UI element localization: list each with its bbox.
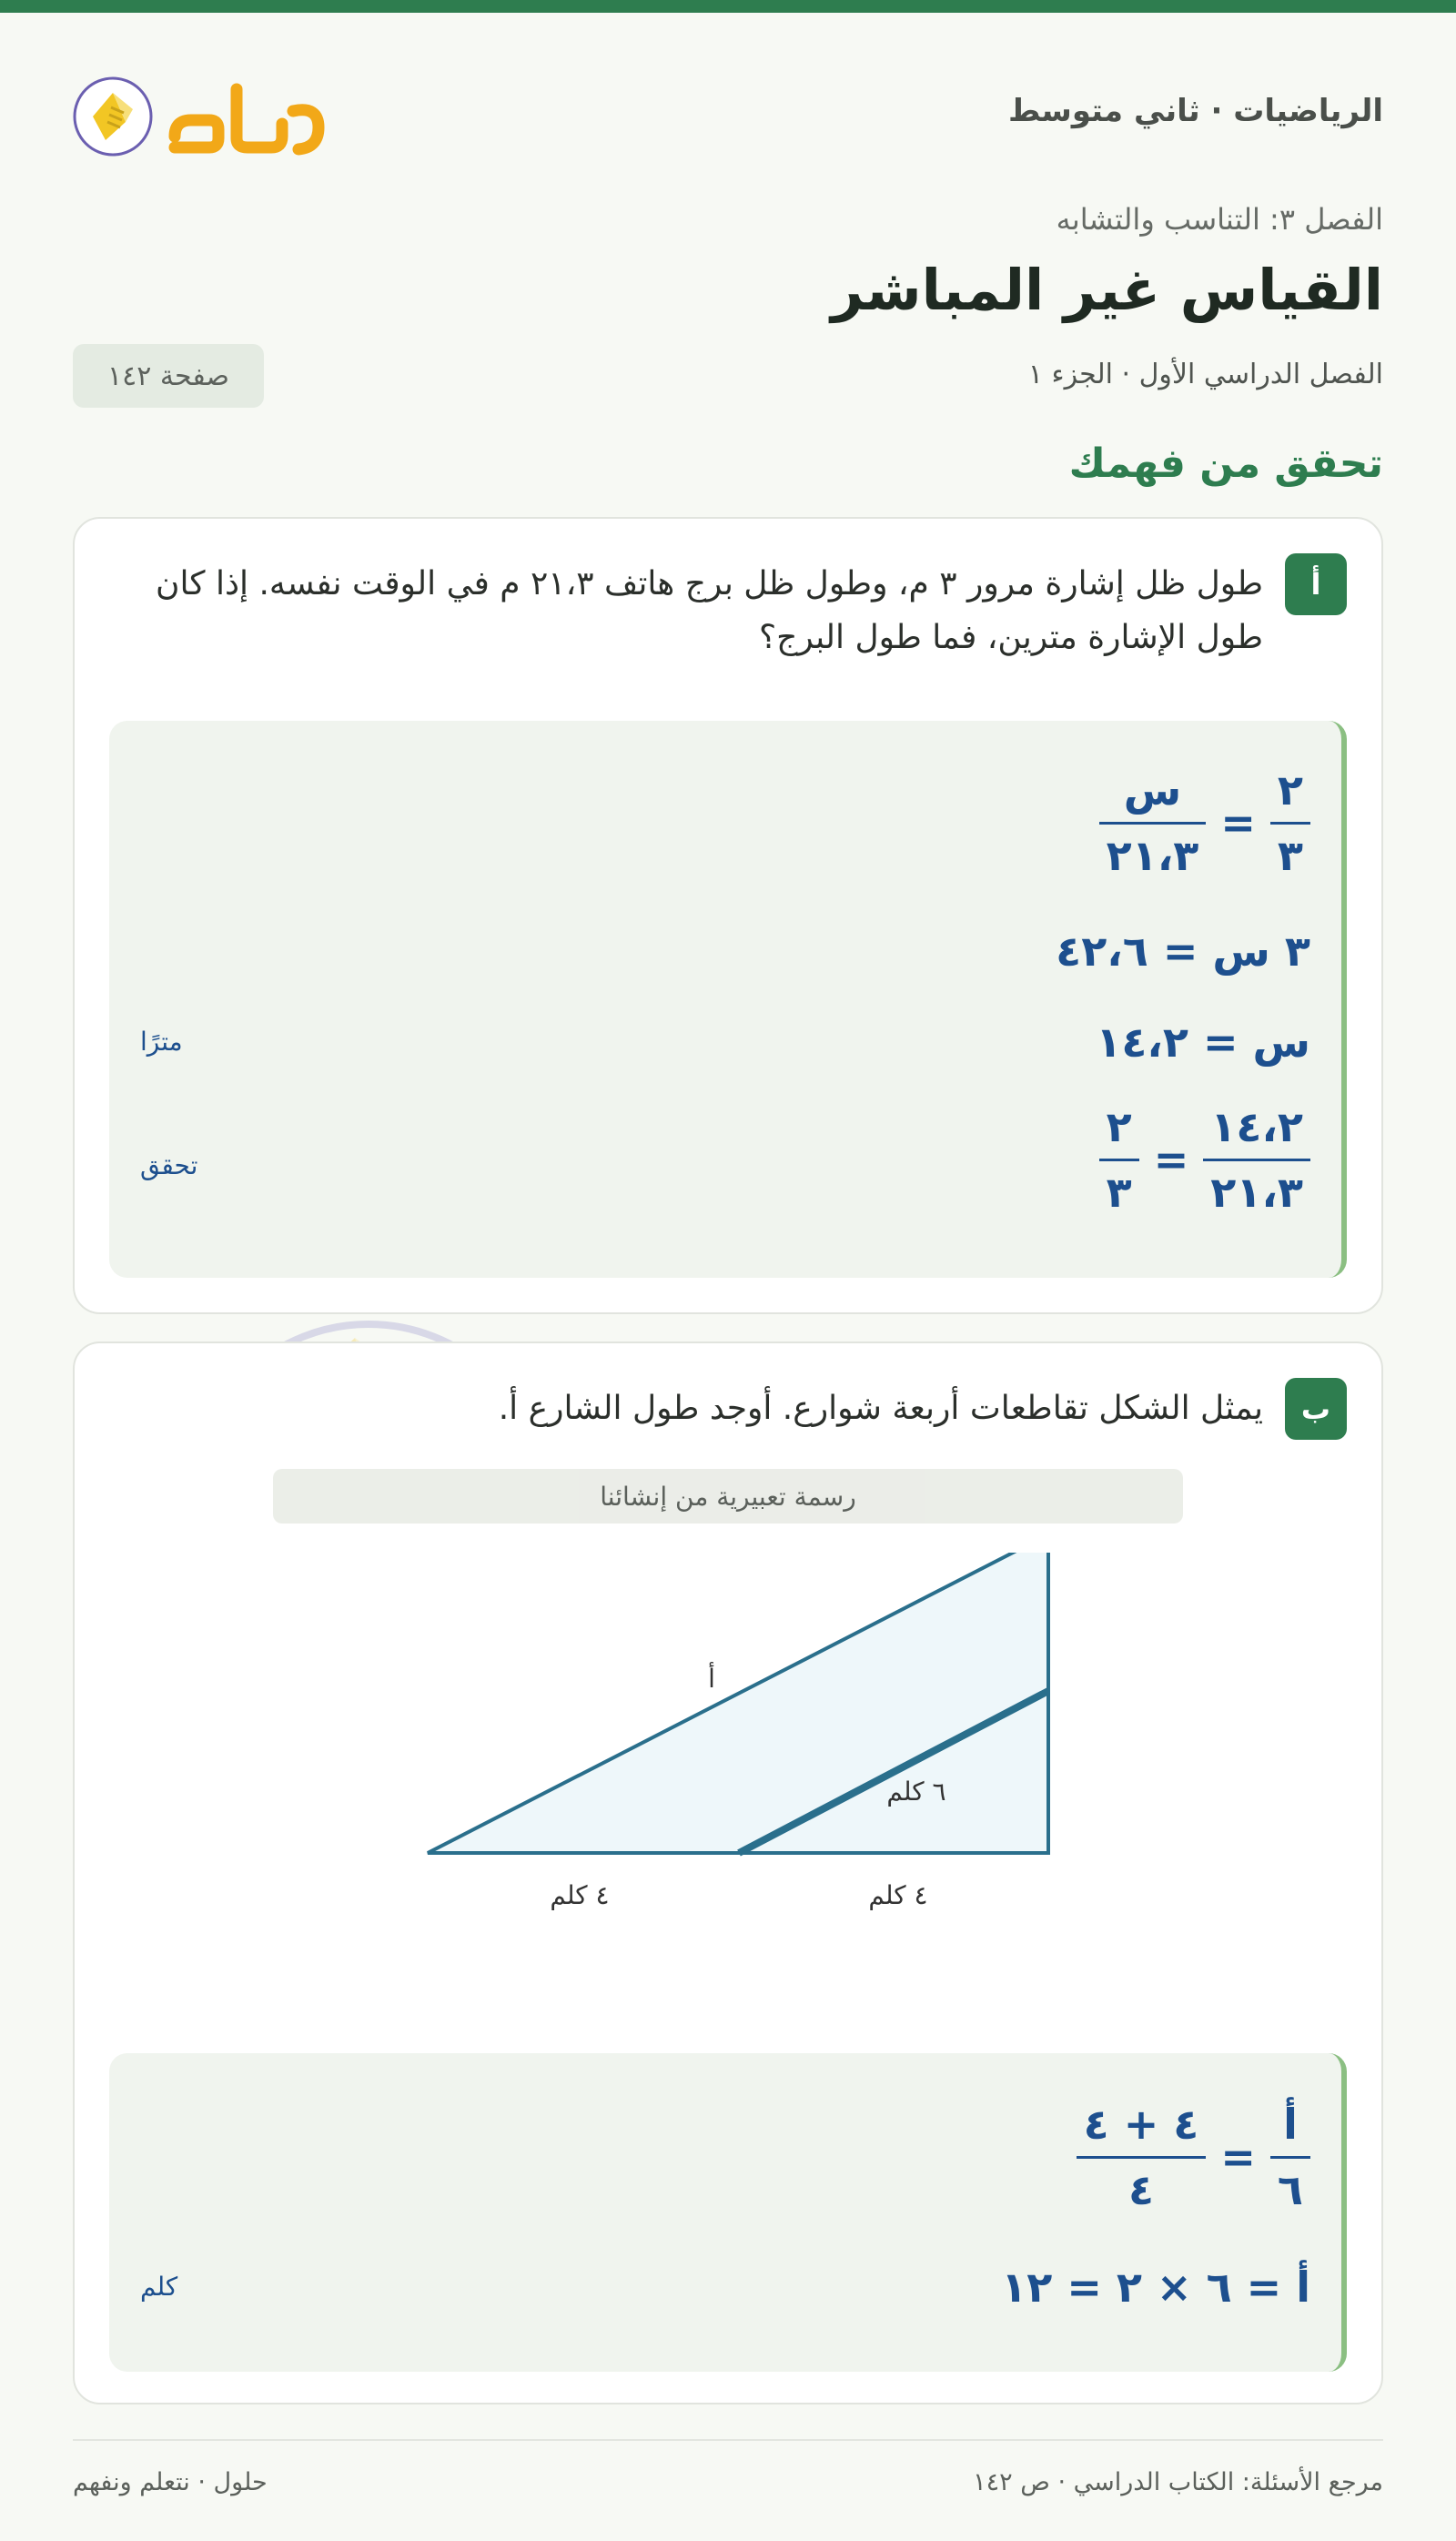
unit-note: مترًا: [140, 1027, 183, 1057]
label-base-left: ٤ كلم: [550, 1880, 610, 1910]
footer-divider: [73, 2439, 1383, 2441]
diagram-caption: رسمة تعبيرية من إنشائنا: [273, 1469, 1183, 1524]
triangle-shape: [428, 1553, 1048, 1853]
fraction: $\frac{٢}{٣}$: [1270, 766, 1310, 880]
problem-label-a: أ: [1285, 553, 1347, 615]
problem-question-b: يمثل الشكل تقاطعات أربعة شوارع. أوجد طول الشارع أ.: [498, 1390, 1263, 1427]
label-street-a: أ: [708, 1664, 715, 1694]
label-base-right: ٤ كلم: [868, 1880, 928, 1910]
subject-label: الرياضيات · ثاني متوسط: [1008, 93, 1383, 129]
streets-triangle-diagram: [75, 1553, 1385, 2008]
fraction: $\frac{٤ + ٤}{٤}$: [1077, 2101, 1207, 2214]
solution-step-result: س = ١٤،٢: [1096, 1017, 1310, 1067]
equals-sign: =: [1153, 1135, 1189, 1185]
term-label: الفصل الدراسي الأول · الجزء ١: [1027, 359, 1383, 390]
solution-box-b: [109, 2053, 1347, 2372]
book-icon: [73, 66, 337, 166]
footer-reference: مرجع الأسئلة: الكتاب الدراسي · ص ١٤٢: [973, 2468, 1383, 2496]
section-title: تحقق من فهمك: [1068, 440, 1383, 487]
hulul-logo[interactable]: [73, 66, 337, 166]
lesson-title: القياس غير المباشر: [831, 257, 1383, 323]
problem-label-b: ب: [1285, 1378, 1347, 1440]
fraction: $\frac{\text{س}}{٢١،٣}$: [1099, 766, 1207, 880]
page-header: [73, 66, 1383, 166]
solution-step-cross-multiply: ٣ س = ٤٢،٦: [1056, 926, 1310, 976]
problem-card-b: [73, 1341, 1383, 2404]
problem-card-a: [73, 517, 1383, 1314]
solution-step-proportion: [1099, 766, 1310, 880]
label-inner-length: ٦ كلم: [886, 1777, 946, 1807]
problem-question-a: طول ظل إشارة مرور ٣ م، وطول ظل برج هاتف ٢١،٣ م في الوقت نفسه. إذا كان طول الإشارة مترين، فما طول البرج؟: [156, 565, 1263, 657]
check-note: تحقق: [140, 1150, 198, 1180]
fraction: $\frac{٢}{٣}$: [1099, 1103, 1139, 1217]
solution-step-result: أ = ٦ × ٢ = ١٢: [1001, 2263, 1310, 2312]
solution-step-check: [1099, 1103, 1310, 1217]
solution-box-a: [109, 721, 1347, 1278]
top-accent-bar: [0, 0, 1456, 13]
fraction: $\frac{١٤،٢}{٢١،٣}$: [1203, 1103, 1310, 1217]
equals-sign: =: [1220, 2132, 1256, 2182]
chapter-label: الفصل ٣: التناسب والتشابه: [1056, 202, 1383, 237]
fraction: $\frac{\text{أ}}{٦}$: [1270, 2101, 1310, 2214]
footer-tagline: حلول · نتعلم ونفهم: [73, 2468, 268, 2496]
equals-sign: =: [1220, 798, 1256, 848]
page-badge: صفحة ١٤٢: [73, 344, 264, 408]
solution-step-proportion: [1077, 2101, 1310, 2214]
unit-note: كلم: [140, 2272, 178, 2302]
